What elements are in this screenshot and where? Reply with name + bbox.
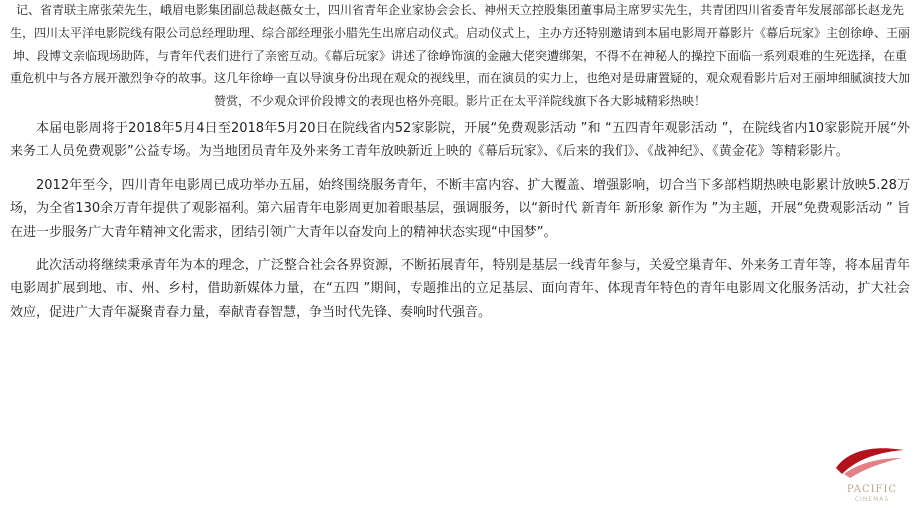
article-paragraph-4: 此次活动将继续秉承青年为本的理念，广泛整合社会各界资源，不断拓展青年，特别是基层一线青年参与，关爱空巢青年、外来务工青年等，将本届青年电影周扩展到地、市、州、乡村，借助新媒体力量，在“五四 ”期间，专题推出的立足基层、面向青年、体现青年特色的青年电影周文化服务活动，扩大社会效应，促进广大青年凝聚青春力量，奉献青春智慧，争当时代先锋、奏响时代强音。 [10, 258, 910, 320]
article-paragraph-2: 本届电影周将于2018年5月4日至2018年5月20日在院线省内52家影院，开展“免费观影活动 ”和 “五四青年观影活动 ”，在院线省内10家影院开展“外来务工人员免费观影”公益专场。为当地团员青年及外来务工青年放映新近上映的《幕后玩家》、《后来的我们》、《战神纪》、《黄金花》等精彩影片。 [10, 120, 910, 160]
article-paragraph-3: 2012年至今，四川青年电影周已成功举办五届，始终围绕服务青年，不断丰富内容、扩大覆盖、增强影响，切合当下多部档期热映电影累计放映5.28万场，为全省130余万青年提供了观影福利。第六届青年电影周更加着眼基层，强调服务，以“新时代 新青年 新形象 新作为 ”为主题，开展“免费观影活动 ” 旨在进一步服务广大青年精神文化需求，团结引领广大青年以奋发向上的精神状态实现“中国梦”。 [10, 177, 910, 240]
logo-name: PACIFIC [846, 484, 898, 495]
pacific-cinemas-logo [826, 444, 914, 506]
logo-subtitle: CINEMAS [854, 496, 890, 503]
article-body [10, 0, 910, 324]
article-paragraph-1: 记、省青联主席张荣先生，峨眉电影集团副总裁赵薇女士，四川省青年企业家协会会长、神州天立控股集团董事局主席罗实先生，共青团四川省委青年发展部部长赵龙先生，四川太平洋电影院线有限公司总经理助理、综合部经理张小腊先生出席启动仪式。启动仪式上，主办方还特别邀请到本届电影周开幕影片《幕后玩家》主创徐峥、王丽坤、段博文亲临现场助阵，与青年代表们进行了亲密互动。《幕后玩家》讲述了徐峥饰演的金融大佬突遭绑架，不得不在神秘人的操控下面临一系列艰难的生死选择，在重重危机中与各方展开激烈争夺的故事。这几年徐峥一直以导演身份出现在观众的视线里，而在演员的实力上，也绝对是毋庸置疑的，观众观看影片后对王丽坤细腻演技大加赞赏，不少观众评价段博文的表现也格外亮眼。影片正在太平洋院线旗下各大影城精彩热映！ [10, 3, 911, 109]
logo-swoosh-icon [834, 444, 906, 484]
